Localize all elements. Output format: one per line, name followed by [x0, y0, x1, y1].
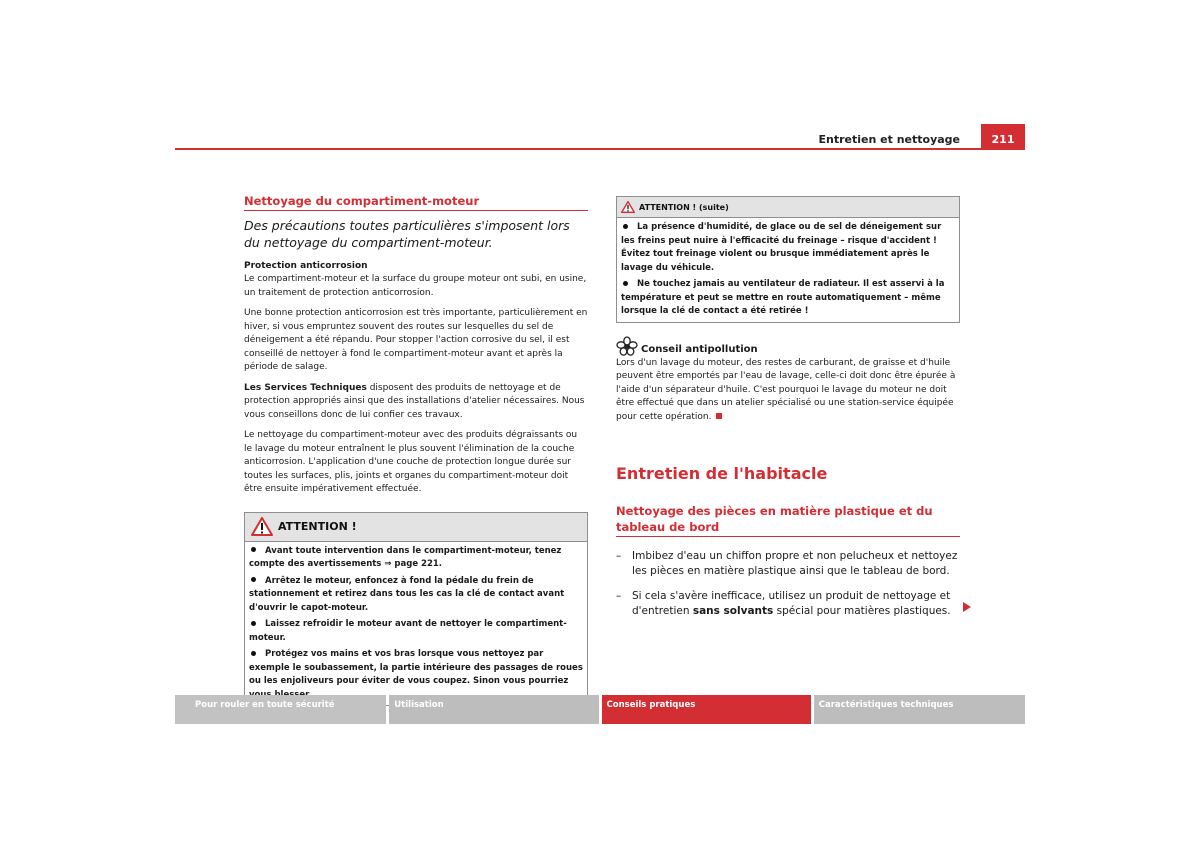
step-2-text: Si cela s'avère inefficace, utilisez un produit de nettoyage et d'entretien sans solvants spécial pour matières plastiques. — [632, 590, 951, 617]
services-techniques-bold: Les Services Techniques — [244, 382, 367, 393]
warning-item-2: Arrêtez le moteur, enfoncez à fond la pédale du frein de stationnement et retirez dans tous les cas la clé de contact avant d'ouvrir le capot-moteur. — [249, 575, 565, 613]
eco-tip-header — [616, 336, 960, 356]
paragraph-3-rest: disposent des produits de nettoyage et de protection appropriés ainsi que des installations d'atelier nécessaires. Nous vous conseillons donc de lui confier ces travaux. — [244, 382, 585, 420]
page-ref-link[interactable]: page 221. — [391, 559, 443, 569]
bullet-icon — [251, 621, 256, 626]
warning-item-4: Protégez vos mains et vos bras lorsque vous nettoyez par exemple le soubassement, la partie intérieure des passages de roues ou les enjoliveurs pour éviter de vous coupez. Sinon vous pourriez — [249, 649, 583, 686]
arrow-right-icon[interactable] — [963, 602, 971, 612]
warning-triangle-icon — [251, 517, 273, 536]
warning-body-continued — [617, 218, 959, 322]
warning-box — [244, 512, 588, 707]
step-1 — [616, 549, 960, 579]
right-column — [616, 196, 960, 619]
paragraph-3 — [244, 382, 588, 423]
bullet-icon — [251, 651, 256, 656]
plastic-cleaning-heading: Nettoyage des pièces en matière plastique et du tableau de bord — [616, 503, 960, 537]
flower-icon — [616, 336, 638, 356]
warning-header-continued — [617, 197, 959, 218]
step-2 — [616, 589, 960, 619]
warning-item-fan: Ne touchez jamais au ventilateur de radiateur. Il est asservi à la température et peut se mettre en route automatiquement – même lorsque la clé de contact a été retirée ! — [621, 279, 945, 316]
end-square-icon — [716, 413, 722, 419]
paragraph-2: Une bonne protection anticorrosion est très importante, particulièrement en hiver, si vous empruntez souvent des routes sur lesquelles du sel de déneigement a été répandu. Pour stopper l'action corrosive du sel, il est conseillé de nettoyer à fond le compartiment-moteur avant et après la période de salage. — [244, 308, 588, 372]
running-header-title: Entretien et nettoyage — [818, 133, 960, 146]
page-ref-arrow: ⇒ — [384, 559, 392, 569]
warning-item-3: Laissez refroidir le moteur avant de nettoyer le compartiment-moteur. — [249, 619, 567, 643]
warning-body — [245, 542, 587, 706]
paragraph-1: Le compartiment-moteur et la surface du groupe moteur ont subi, en usine, un traitement de protection anticorrosion. — [244, 274, 587, 298]
bullet-icon — [623, 281, 628, 286]
paragraph-4: Le nettoyage du compartiment-moteur avec des produits dégraissants ou le lavage du moteur entraînent le plus souvent l'élimination de la couche anticorrosion. L'application d'une couche de protection longue durée sur toutes les surfaces, plis, joints et organes du compartiment-moteur doit être ensuite impérativement effectuée. — [244, 430, 578, 494]
corrosion-protection-title: Protection anticorrosion — [244, 261, 368, 271]
eco-tip-text: Lors d'un lavage du moteur, des restes de carburant, de graisse et d'huile peuvent être emportés par l'eau de lavage, celle-ci doit donc être épurée à l'aide d'un séparateur d'huile. C'est pourquoi le lavage du moteur ne doit être effectué que dans un atelier spécialisé ou une station-service équipée pour cette opération. — [616, 357, 956, 422]
step-dash: – — [616, 550, 622, 562]
solvent-free-bold: sans solvants — [692, 605, 774, 617]
warning-item-brakes: La présence d'humidité, de glace ou de sel de déneigement sur les freins peut nuire à l'efficacité du freinage – risque d'accident ! Évitez tout freinage violent ou brusque immédiatement après le lavage du véhicule. — [621, 222, 942, 273]
warning-header — [245, 513, 587, 542]
footer-nav — [175, 695, 1025, 724]
footer-tab-conseils-pratiques[interactable]: Conseils pratiques — [602, 695, 811, 724]
engine-cleaning-intro: Des précautions toutes particulières s'imposent lors du nettoyage du compartiment-moteur. — [244, 218, 570, 250]
warning-title: ATTENTION ! — [278, 520, 357, 533]
page-number: 211 — [981, 124, 1025, 149]
engine-cleaning-heading: Nettoyage du compartiment-moteur — [244, 194, 588, 211]
bullet-icon — [251, 547, 256, 552]
footer-tab-caracteristiques[interactable]: Caractéristiques techniques — [814, 695, 1025, 724]
interior-care-heading: Entretien de l'habitacle — [616, 464, 828, 483]
warning-title-continued: ATTENTION ! (suite) — [639, 202, 729, 212]
step-dash: – — [616, 590, 622, 602]
warning-triangle-icon — [621, 201, 635, 213]
footer-tab-securite[interactable]: Pour rouler en toute sécurité — [175, 695, 386, 724]
header-rule — [175, 148, 1025, 150]
left-column — [244, 194, 588, 706]
step-1-text: Imbibez d'eau un chiffon propre et non pelucheux et nettoyez les pièces en matière plastique ainsi que le tableau de bord. — [632, 550, 958, 577]
footer-tab-utilisation[interactable]: Utilisation — [389, 695, 598, 724]
bullet-icon — [623, 224, 628, 229]
warning-item-1: Avant toute intervention dans le compartiment-moteur, tenez compte des avertissements ⇒ page 221. — [249, 545, 562, 569]
eco-tip-title: Conseil antipollution — [641, 343, 758, 355]
bullet-icon — [251, 577, 256, 582]
warning-box-continued — [616, 196, 960, 323]
